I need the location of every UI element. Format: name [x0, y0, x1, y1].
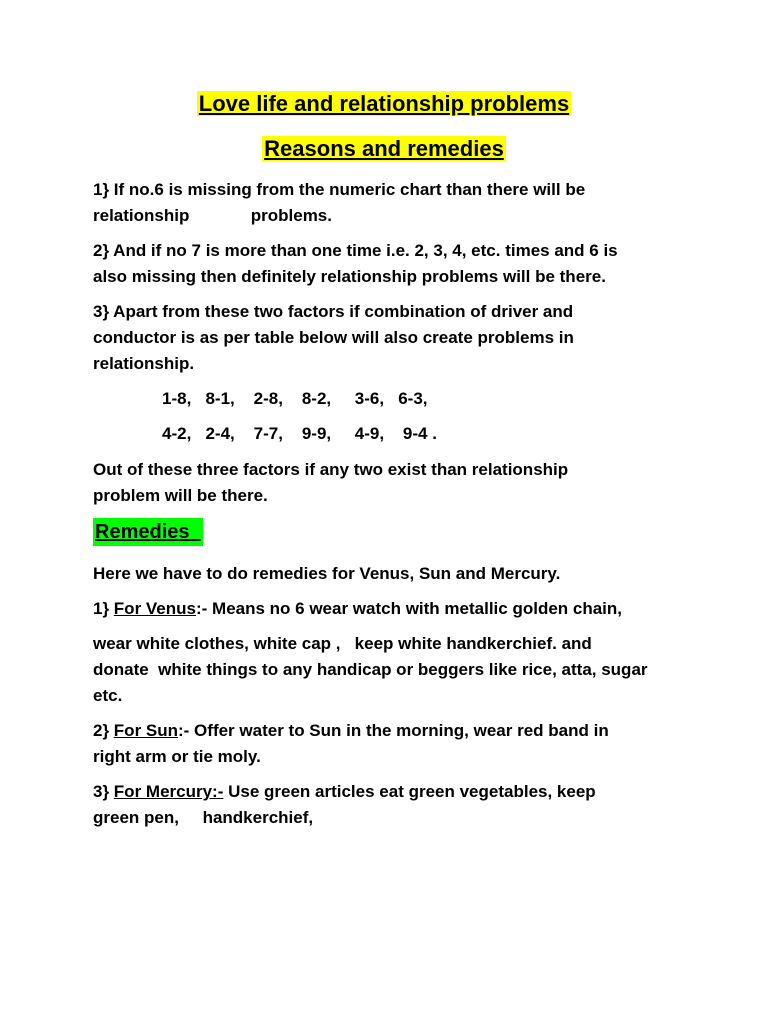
- reason-2-line-2: also missing then definitely relationship problems will be there.: [93, 267, 606, 286]
- mercury-line-1-text: Use green articles eat green vegetables, keep: [223, 782, 596, 801]
- reason-3-line-2: conductor is as per table below will also create problems in: [93, 328, 574, 347]
- document-subtitle: [0, 135, 768, 163]
- sun-prefix: 2}: [93, 721, 114, 740]
- sun-remedy-line-2: right arm or tie moly.: [93, 747, 261, 766]
- sun-remedy-line-1: [93, 718, 683, 744]
- mercury-remedy-line-1: [93, 779, 683, 805]
- venus-prefix: 1}: [93, 599, 114, 618]
- reason-3-line-1: 3} Apart from these two factors if combination of driver and: [93, 302, 574, 321]
- combination-list-line-2: 4-2, 2-4, 7-7, 9-9, 4-9, 9-4 .: [162, 424, 437, 443]
- combination-list-line-1: 1-8, 8-1, 2-8, 8-2, 3-6, 6-3,: [162, 389, 428, 408]
- title-line-2: Reasons and remedies: [264, 136, 504, 161]
- venus-line-1-text: :- Means no 6 wear watch with metallic golden chain,: [195, 599, 623, 618]
- mercury-remedy-line-2: green pen, handkerchief,: [93, 808, 314, 827]
- reason-2-line-1: 2} And if no 7 is more than one time i.e. 2, 3, 4, etc. times and 6 is: [93, 241, 618, 260]
- venus-remedy-line-2: wear white clothes, white cap , keep white handkerchief. and: [93, 634, 592, 653]
- sun-label: For Sun: [113, 721, 179, 740]
- reason-1-line-1: 1} If no.6 is missing from the numeric chart than there will be: [93, 180, 586, 199]
- mercury-prefix: 3}: [93, 782, 114, 801]
- venus-remedy-line-4: etc.: [93, 686, 123, 705]
- remedies-intro: Here we have to do remedies for Venus, Sun and Mercury.: [93, 564, 561, 583]
- reason-1-line-2: relationship problems.: [93, 206, 332, 225]
- summary-line-1: Out of these three factors if any two exist than relationship: [93, 460, 569, 479]
- sun-line-1-text: :- Offer water to Sun in the morning, wear red band in: [178, 721, 609, 740]
- mercury-label: For Mercury:-: [113, 782, 224, 801]
- venus-remedy-line-3: donate white things to any handicap or beggers like rice, atta, sugar: [93, 660, 648, 679]
- summary-line-2: problem will be there.: [93, 486, 268, 505]
- reason-3-line-3: relationship.: [93, 354, 195, 373]
- venus-remedy-line-1: [93, 596, 683, 622]
- title-line-1: Love life and relationship problems: [198, 91, 570, 116]
- remedies-heading: Remedies: [93, 518, 203, 546]
- document-title: [0, 90, 768, 118]
- venus-label: For Venus: [113, 599, 196, 618]
